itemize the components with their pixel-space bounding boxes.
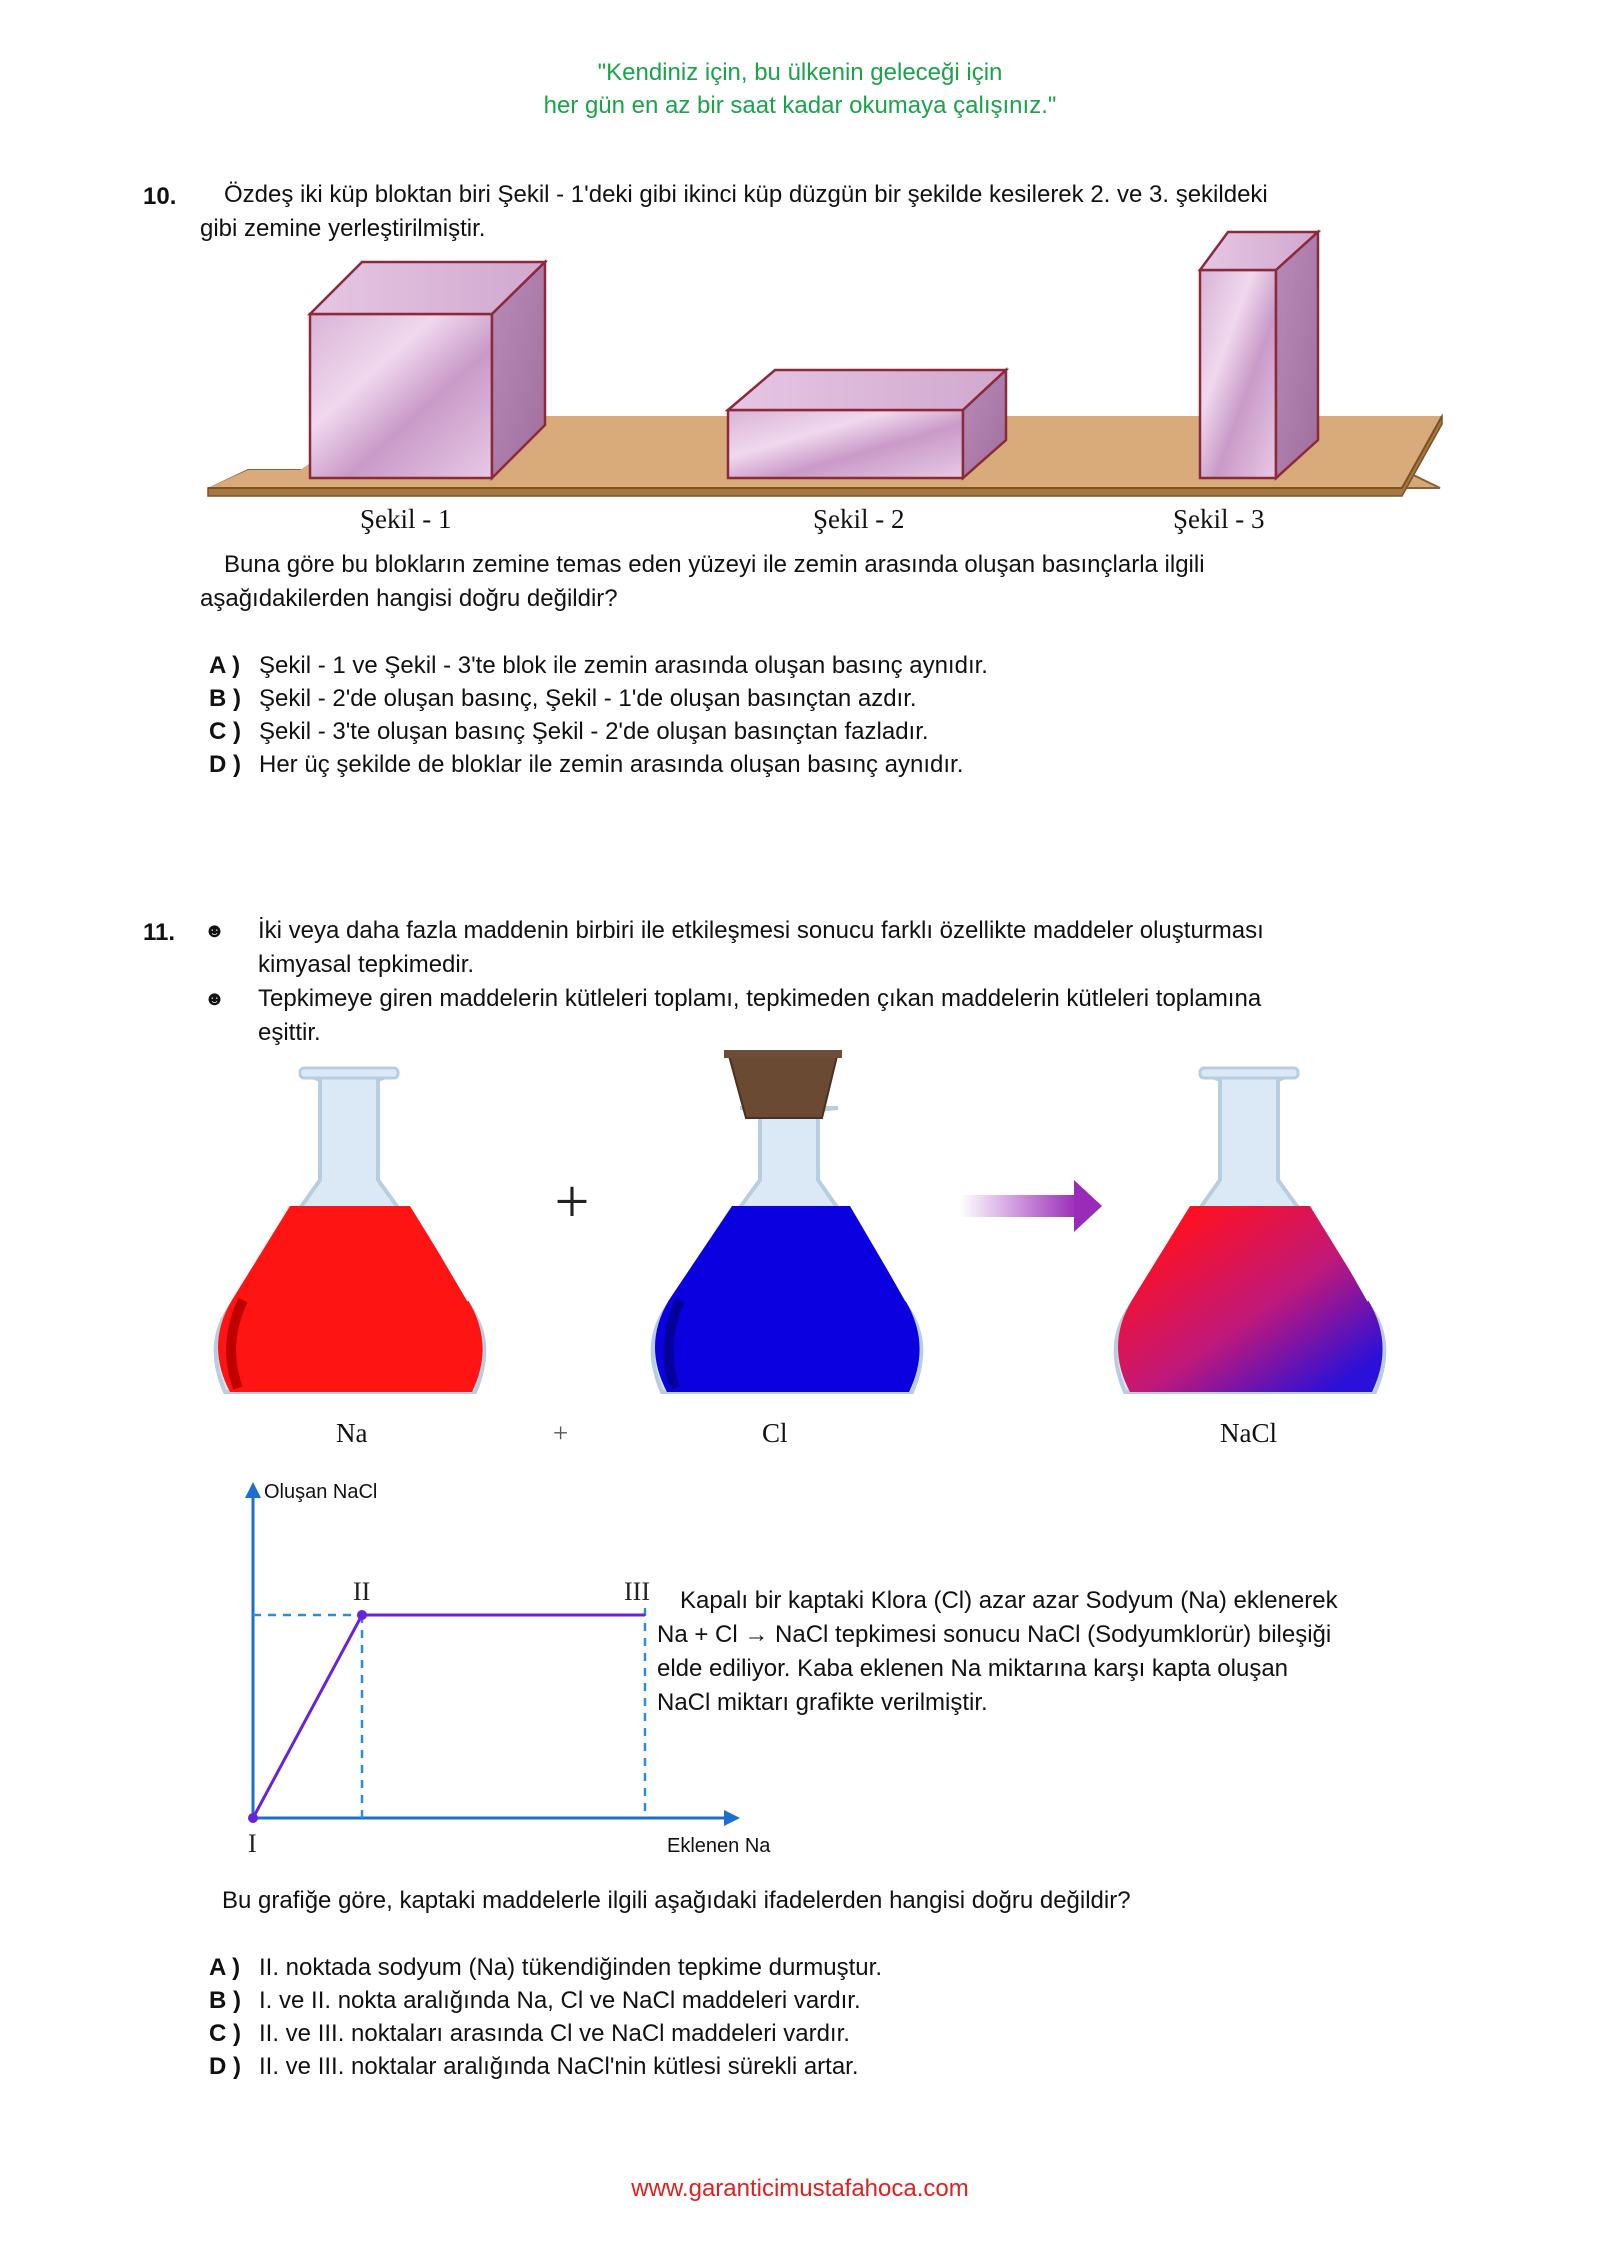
flask-label-cl: Cl bbox=[762, 1418, 788, 1448]
point-II bbox=[357, 1610, 367, 1620]
cork-stopper bbox=[728, 1052, 838, 1118]
figure-label-1: Şekil - 1 bbox=[360, 504, 452, 534]
option-text: Şekil - 2'de oluşan basınç, Şekil - 1'de oluşan basınçtan azdır. bbox=[259, 685, 917, 712]
q10-blocks-figure bbox=[0, 0, 1600, 520]
option-text: I. ve II. nokta aralığında Na, Cl ve NaCl maddeleri vardır. bbox=[259, 1987, 861, 2014]
q10-option-c[interactable] bbox=[209, 715, 929, 748]
option-text: II. ve III. noktaları arasında Cl ve NaCl maddeleri vardır. bbox=[259, 2020, 850, 2047]
question-10-number: 10. bbox=[143, 183, 177, 210]
flask-label-nacl: NaCl bbox=[1220, 1418, 1277, 1448]
flask-cl bbox=[653, 1050, 922, 1392]
flask-label-plus: + bbox=[553, 1418, 569, 1448]
q11-option-d[interactable] bbox=[209, 2050, 859, 2083]
plus-sign-large: + bbox=[554, 1168, 590, 1236]
q10-option-a[interactable] bbox=[209, 649, 988, 682]
option-letter: D ) bbox=[209, 2053, 241, 2080]
q11-flasks-figure bbox=[0, 1040, 1600, 1420]
q11-option-a[interactable] bbox=[209, 1951, 882, 1984]
y-axis-arrow bbox=[245, 1482, 261, 1498]
quote-line-2: her gün en az bir saat kadar okumaya çalışınız." bbox=[543, 92, 1057, 119]
point-I bbox=[248, 1813, 258, 1823]
option-letter: B ) bbox=[209, 1987, 241, 2014]
figure-label-3: Şekil - 3 bbox=[1173, 504, 1265, 534]
option-letter: B ) bbox=[209, 685, 241, 712]
option-text: Şekil - 3'te oluşan basınç Şekil - 2'de oluşan basınçtan fazladır. bbox=[259, 718, 929, 745]
q10-question-line-1: Buna göre bu blokların zemine temas eden yüzeyi ile zemin arasında oluşan basınçlarla ilgili bbox=[224, 551, 1205, 578]
block-1-cube bbox=[310, 262, 545, 478]
option-text: Şekil - 1 ve Şekil - 3'te blok ile zemin arasında oluşan basınç aynıdır. bbox=[259, 652, 988, 679]
quote-line-1: "Kendiniz için, bu ülkenin geleceği için bbox=[597, 59, 1003, 86]
option-letter: A ) bbox=[209, 652, 241, 679]
x-axis-arrow bbox=[724, 1810, 740, 1826]
q10-option-b[interactable] bbox=[209, 682, 917, 715]
flask-nacl bbox=[1116, 1068, 1385, 1392]
bullet-icon: ☻ bbox=[204, 920, 226, 942]
q11-question: Bu grafiğe göre, kaptaki maddelerle ilgili aşağıdaki ifadelerden hangisi doğru değildir? bbox=[222, 1887, 1131, 1914]
q11-bullet1-line-1: İki veya daha fazla maddenin birbiri ile etkileşmesi sonucu farklı özellikte maddeler oluşturması bbox=[258, 917, 1264, 944]
info-line-3: elde ediliyor. Kaba eklenen Na miktarına karşı kapta oluşan bbox=[657, 1655, 1289, 1682]
q11-bullet1-line-2: kimyasal tepkimedir. bbox=[258, 951, 475, 978]
flask-label-na: Na bbox=[336, 1418, 368, 1448]
reaction-arrow bbox=[960, 1180, 1102, 1232]
option-text: Her üç şekilde de bloklar ile zemin arasında oluşan basınç aynıdır. bbox=[259, 751, 964, 778]
block-3-tall bbox=[1200, 232, 1318, 478]
q10-stem-line-2: gibi zemine yerleştirilmiştir. bbox=[200, 215, 486, 242]
q11-option-c[interactable] bbox=[209, 2017, 850, 2050]
q10-option-d[interactable] bbox=[209, 748, 963, 781]
info-line-2: Na + Cl → NaCl tepkimesi sonucu NaCl (Sodyumklorür) bileşiği bbox=[657, 1621, 1332, 1648]
option-letter: C ) bbox=[209, 2020, 241, 2047]
flask-na bbox=[216, 1068, 485, 1392]
option-text: II. ve III. noktalar aralığında NaCl'nin kütlesi sürekli artar. bbox=[259, 2053, 859, 2080]
x-axis-label: Eklenen Na bbox=[667, 1835, 771, 1857]
point-label-III: III bbox=[624, 1577, 650, 1606]
point-label-I: I bbox=[248, 1829, 257, 1858]
q11-option-b[interactable] bbox=[209, 1984, 861, 2017]
figure-label-2: Şekil - 2 bbox=[813, 504, 905, 534]
option-letter: A ) bbox=[209, 1954, 241, 1981]
option-text: II. noktada sodyum (Na) tükendiğinden tepkime durmuştur. bbox=[259, 1954, 882, 1981]
q10-stem-line-1: Özdeş iki küp bloktan biri Şekil - 1'deki gibi ikinci küp düzgün bir şekilde kesilerek 2. ve 3. şekildeki bbox=[224, 181, 1268, 208]
point-label-II: II bbox=[353, 1577, 371, 1606]
info-line-4: NaCl miktarı grafikte verilmiştir. bbox=[657, 1689, 988, 1716]
option-letter: D ) bbox=[209, 751, 241, 778]
bullet-icon: ☻ bbox=[204, 988, 226, 1010]
q11-bullet2-line-1: Tepkimeye giren maddelerin kütleleri toplamı, tepkimeden çıkan maddelerin kütleleri toplamına bbox=[258, 985, 1262, 1012]
footer-url[interactable]: www.garanticimustafahoca.com bbox=[631, 2175, 969, 2202]
q11-bullet2-line-2: eşittir. bbox=[258, 1019, 321, 1046]
q10-question-line-2: aşağıdakilerden hangisi doğru değildir? bbox=[200, 585, 618, 612]
question-11-number: 11. bbox=[143, 919, 176, 946]
y-axis-label: Oluşan NaCl bbox=[264, 1481, 378, 1503]
info-line-1: Kapalı bir kaptaki Klora (Cl) azar azar Sodyum (Na) eklenerek bbox=[680, 1587, 1338, 1614]
block-2-flat bbox=[728, 370, 1006, 478]
nacl-line bbox=[253, 1615, 645, 1818]
option-letter: C ) bbox=[209, 718, 241, 745]
